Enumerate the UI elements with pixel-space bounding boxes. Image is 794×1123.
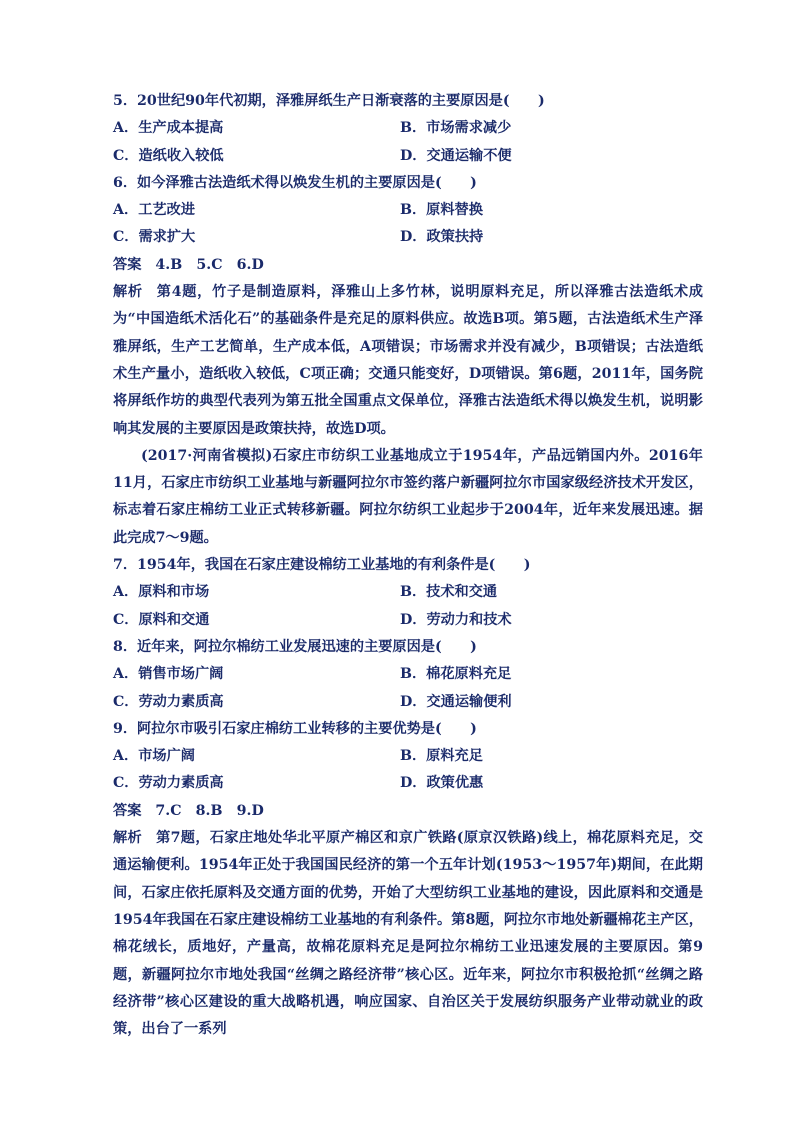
question-6-option-d: D．政策扶持 bbox=[400, 229, 484, 246]
question-5-option-b: B．市场需求减少 bbox=[400, 120, 512, 137]
analysis-text: 第7题，石家庄地处华北平原产棉区和京广铁路(原京汉铁路)线上，棉花原料充足，交通运输便利。1954年正处于我国国民经济的第一个五年计划(1953～1957年)期间，在此期间，石家庄依托原料及交通方面的优势，开始了大型纺织工业基地的建设，因此原料和交通是1954年我国在石家庄建设棉纺工业基地的有利条件。第8题，阿拉尔市地处新疆棉花主产区，棉花绒长，质地好，产量高，故棉花原料充足是阿拉尔棉纺工业迅速发展的主要原因。第9题，新疆阿拉尔市地处我国“丝绸之路经济带”核心区。近年来，阿拉尔市积极抢抓“丝绸之路经济带”核心区建设的重大战略机遇，响应国家、自治区关于发展纺织服务产业带动就业的政策，出台了一系列 bbox=[113, 830, 703, 1038]
question-6-option-b: B．原料替换 bbox=[400, 202, 483, 219]
question-9-option-b: B．原料充足 bbox=[400, 748, 483, 765]
answer-text: 7.C 8.B 9.D bbox=[155, 802, 264, 819]
answer-text: 4.B 5.C 6.D bbox=[155, 256, 264, 273]
question-8-option-d: D．交通运输便利 bbox=[400, 693, 512, 710]
question-7-option-b: B．技术和交通 bbox=[400, 584, 498, 601]
answer-label: 答案 bbox=[113, 802, 142, 819]
question-5-option-d: D．交通运输不便 bbox=[400, 147, 512, 164]
question-6-stem: 6．如今泽雅古法造纸术得以焕发生机的主要原因是( ) bbox=[113, 174, 477, 191]
question-9-options-row-2 bbox=[113, 770, 703, 797]
question-8-option-a: A．销售市场广阔 bbox=[113, 666, 224, 683]
question-9-option-c: C．劳动力素质高 bbox=[113, 775, 224, 792]
question-6-option-c: C．需求扩大 bbox=[113, 229, 196, 246]
question-5-option-a: A．生产成本提高 bbox=[113, 120, 224, 137]
question-9-options-row-1 bbox=[113, 743, 703, 770]
question-9-stem: 9．阿拉尔市吸引石家庄棉纺工业转移的主要优势是( ) bbox=[113, 720, 477, 737]
question-5-options-row-1 bbox=[113, 115, 703, 142]
question-6-options-row-2 bbox=[113, 224, 703, 251]
analysis-block-1 bbox=[113, 279, 703, 443]
answer-label: 答案 bbox=[113, 256, 142, 273]
question-6-options-row-1 bbox=[113, 197, 703, 224]
question-7-option-c: C．原料和交通 bbox=[113, 611, 210, 628]
question-7-option-d: D．劳动力和技术 bbox=[400, 611, 512, 628]
question-8-option-c: C．劳动力素质高 bbox=[113, 693, 224, 710]
question-5-options-row-2 bbox=[113, 143, 703, 170]
question-5-option-c: C．造纸收入较低 bbox=[113, 147, 224, 164]
analysis-block-2 bbox=[113, 825, 703, 1043]
reading-passage: (2017·河南省模拟)石家庄市纺织工业基地成立于1954年，产品远销国内外。2016年11月，石家庄市纺织工业基地与新疆阿拉尔市签约落户新疆阿拉尔市国家级经济技术开发区，标志着石家庄棉纺工业正式转移新疆。阿拉尔纺织工业起步于2004年，近年来发展迅速。据此完成7～9题。 bbox=[113, 447, 703, 546]
question-7-options-row-2 bbox=[113, 607, 703, 634]
question-9-option-a: A．市场广阔 bbox=[113, 748, 195, 765]
question-8-options-row-1 bbox=[113, 661, 703, 688]
analysis-text: 第4题，竹子是制造原料，泽雅山上多竹林，说明原料充足，所以泽雅古法造纸术成为“中国造纸术活化石”的基础条件是充足的原料供应。故选B项。第5题，古法造纸术生产泽雅屏纸，生产工艺简单，生产成本低，A项错误；市场需求并没有减少，B项错误；古法造纸术生产量小，造纸收入较低，C项正确；交通只能变好，D项错误。第6题，2011年，国务院将屏纸作坊的典型代表列为第五批全国重点文保单位，泽雅古法造纸术得以焕发生机，说明影响其发展的主要原因是政策扶持，故选D项。 bbox=[113, 284, 703, 437]
question-9-option-d: D．政策优惠 bbox=[400, 775, 484, 792]
question-5-stem: 5．20世纪90年代初期，泽雅屏纸生产日渐衰落的主要原因是( ) bbox=[113, 93, 545, 109]
question-8-option-b: B．棉花原料充足 bbox=[400, 666, 512, 683]
question-6-option-a: A．工艺改进 bbox=[113, 202, 195, 219]
answer-block-2 bbox=[113, 798, 703, 825]
document-page bbox=[113, 88, 703, 1043]
question-7-stem: 7．1954年，我国在石家庄建设棉纺工业基地的有利条件是( ) bbox=[113, 557, 531, 574]
analysis-label: 解析 bbox=[113, 830, 143, 847]
question-7-options-row-1 bbox=[113, 579, 703, 606]
answer-block-1 bbox=[113, 252, 703, 279]
question-7-option-a: A．原料和市场 bbox=[113, 584, 210, 601]
question-8-options-row-2 bbox=[113, 689, 703, 716]
analysis-label: 解析 bbox=[113, 284, 143, 301]
question-8-stem: 8．近年来，阿拉尔棉纺工业发展迅速的主要原因是( ) bbox=[113, 638, 477, 655]
